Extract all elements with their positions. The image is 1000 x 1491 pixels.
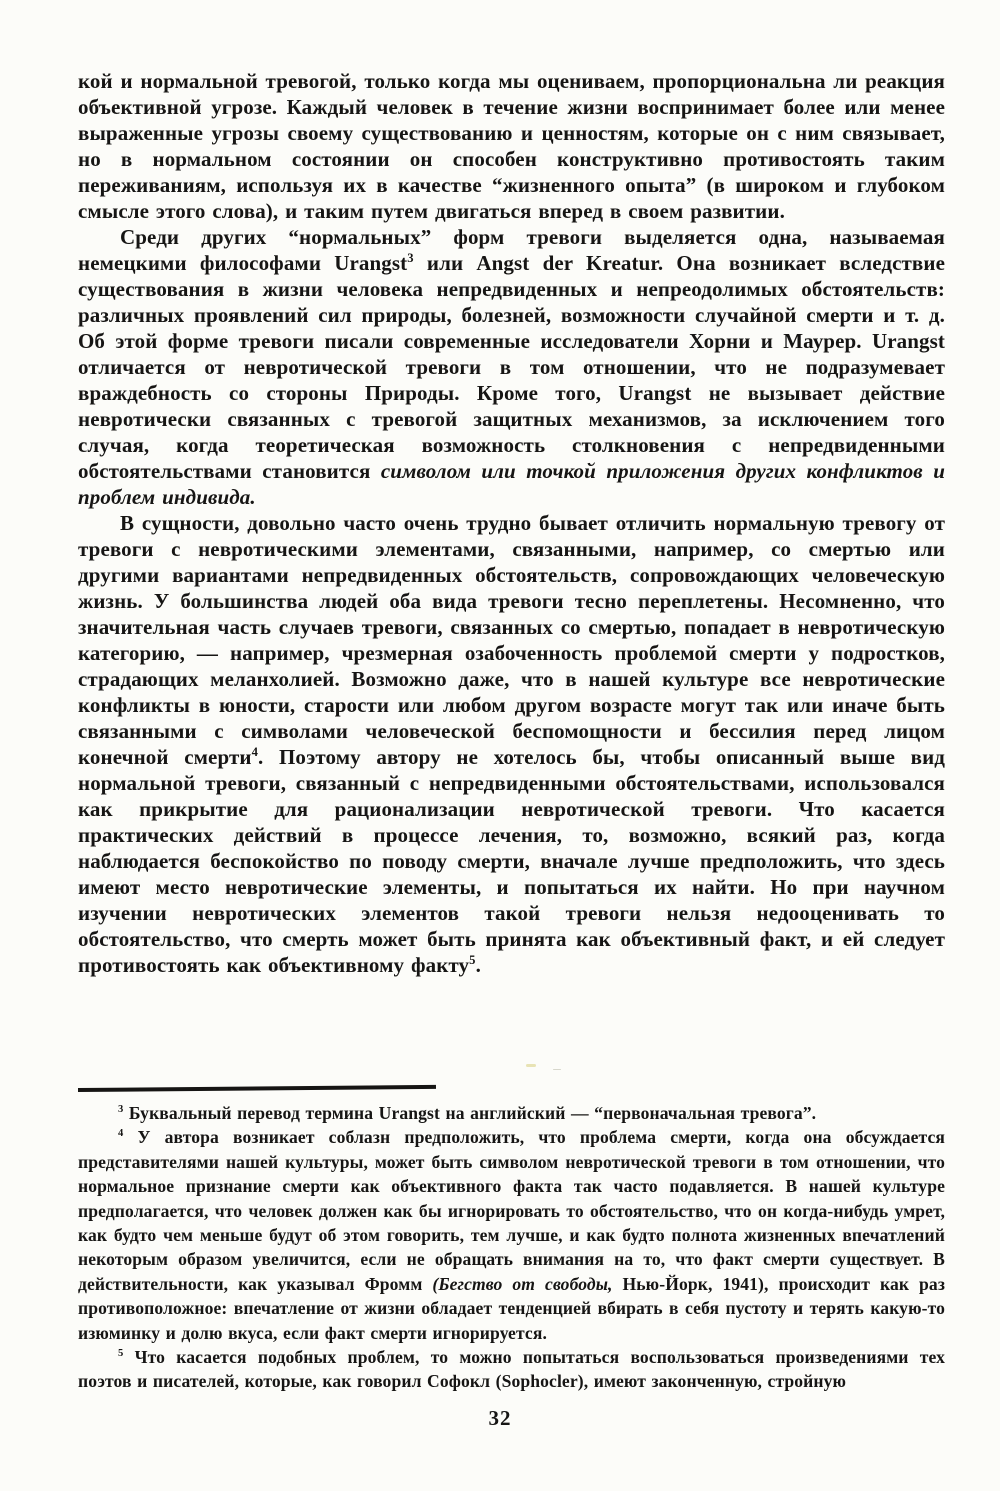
paragraph-normal-vs-neurotic: В сущности, довольно часто очень трудно бывает отличить нормальную тревогу от тревоги с невротическими элементами, связанными, например, со смертью или другими вариантами непредвиденных обстоятельств, сопровождающих человеческую жизнь. У большинства людей оба вида тревоги тесно переплетены. Несомненно, что значительная часть случаев тревоги, связанных со смертью, попадает в невротическую категорию, — например, чрезмерная озабоченность проблемой смерти у подростков, страдающих меланхолией. Возможно даже, что в нашей культуре все невротические конфликты в юности, старости или любом другом возрасте могут так или иначе быть связанными с символами человеческой беспомощности и бессилия перед лицом конечной смерти$^4$. Поэтому автору не хотелось бы, чтобы описанный выше вид нормальной тревоги, связанный с непредвиденными обстоятельствами, использовался как прикрытие для рационализации невротической тревоги. Что касается практических действий в процессе лечения, то, возможно, всякий раз, когда наблюдается беспокойство по поводу смерти, вначале лучше предположить, что здесь имеют место невротические элементы, и попытаться их найти. Но при научном изучении невротических элементов такой тревоги нельзя недооценивать то обстоятельство, что смерть может быть принята как объективный факт, и ей следует противостоять как объективному факту$^5$. — [78, 511, 945, 977]
paragraph-urangst: Среди других “нормальных” форм тревоги выделяется одна, называемая немецкими философами Urangst$^3$ или Angst der Kreatur. Она возникает вследствие существования в жизни человека непредвиденных и непреодолимых обстоятельств: различных проявлений сил природы, болезней, возможности случайной смерти и т. д. Об этой форме тревоги писали современные исследователи Хорни и Маурер. Urangst отличается от невротической тревоги в том отношении, что не подразумевает враждебность со стороны Природы. Кроме того, Urangst не вызывает действие невротически связанных с тревогой защитных механизмов, за исключением того случая, когда теоретическая возможность столкновения с непредвиденными обстоятельствами становится символом или точкой приложения других конфликтов и проблем индивида. — [78, 225, 945, 509]
page-number: 32 — [488, 1406, 512, 1430]
scan-artifact — [526, 1064, 536, 1067]
body-text — [78, 68, 945, 978]
footnote-divider — [78, 1085, 436, 1092]
footnote-3: $^3$ Буквальный перевод термина Urangst на английский — “первоначальная тревога”. — [118, 1103, 817, 1123]
footnotes-section — [78, 1088, 945, 1394]
footnote-4: $^4$ У автора возникает соблазн предположить, что проблема смерти, когда она обсуждается представителями нашей культуры, может быть символом невротической тревоги в том отношении, что нормальное признание смерти как объективного факта так часто подавляется. В нашей культуре предполагается, что человек должен как бы игнорировать то обстоятельство, что он когда-нибудь умрет, как будто чем меньше будут об этом говорить, тем лучше, и как будто полнота жизненных впечатлений некоторым образом увеличится, если не обращать внимания на то, что факт смерти существует. В действительности, как указывал Фромм (Бегство от свободы, Нью-Йорк, 1941), происходит как раз противоположное: впечатление от жизни обладает тенденцией вбирать в себя пустоту и терять какую-то изюминку и долю вкуса, если факт смерти игнорируется. — [78, 1127, 945, 1343]
footnote-5: $^5$ Что касается подобных проблем, то можно попытаться воспользоваться произведениями тех поэтов и писателей, которые, как говорил Софокл (Sophocler), имеют законченную, стройную — [78, 1347, 945, 1392]
paragraph-continuation: кой и нормальной тревогой, только когда мы оцениваем, пропорциональна ли реакция объективной угрозе. Каждый человек в течение жизни воспринимает более или менее выраженные угрозы своему существованию и ценностям, которые он с ним связывает, но в нормальном состоянии он способен конструктивно противостоять таким переживаниям, используя их в качестве “жизненного опыта” (в широком и глубоком смысле этого слова), и таким путем двигаться вперед в своем развитии. — [78, 69, 945, 223]
